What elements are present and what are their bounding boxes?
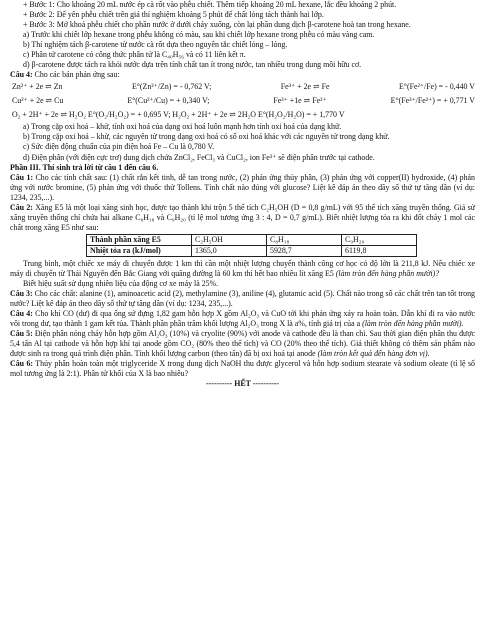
table-cell: 5928,7 bbox=[267, 245, 342, 256]
part3-question-5 bbox=[10, 329, 475, 359]
potential-fe: E°(Fe²⁺/Fe) = - 0,440 V bbox=[398, 82, 475, 92]
question-4-heading: Câu 4: Cho các bán phản ứng sau: bbox=[10, 70, 120, 80]
question-label: Câu 1: bbox=[10, 172, 34, 182]
half-reaction-row-1 bbox=[10, 80, 475, 94]
part3-question-3: Câu 3: Cho các chất: alanine (1), aminoacetic acid (2), methylamine (3), aniline (4), glutamic acid (5). Chất nào trong số các chất trên tan tốt trong nước? Liệt kê đáp án theo dãy số thứ tự tăng dần (ví dụ: 1234, 235,...). bbox=[10, 289, 475, 309]
potential-cu: E°(Cu²⁺/Cu) = + 0,340 V; bbox=[127, 96, 210, 106]
statement-3c: c) Phân tử carotene có công thức phân tử là C₄₀H₅₆ và có 11 liên kết π. bbox=[23, 50, 246, 60]
efficiency-note: Biết hiệu suất sử dụng nhiên liệu của động cơ xe máy là 25%. bbox=[23, 278, 219, 288]
question-label: Câu 2: bbox=[10, 202, 33, 212]
statement-3b: b) Thí nghiệm tách β-carotene từ nước cà rốt dựa theo nguyên tắc chiết lỏng – lỏng. bbox=[23, 40, 288, 50]
step-1: + Bước 1: Cho khoảng 20 mL nước ép cà rốt vào phễu chiết. Thêm tiếp khoảng 20 mL hexane, lắc đều khoảng 2 phút. bbox=[23, 0, 397, 9]
step-3: + Bước 3: Mở khoá phễu chiết cho phần nước ở dưới chảy xuống, còn lại phần dung dịch β-carotene hoà tan trong hexane. bbox=[23, 20, 411, 30]
question-label: Câu 4: bbox=[10, 70, 33, 80]
table-header-cell: C₂H₅OH bbox=[192, 234, 267, 245]
half-reaction-row-2 bbox=[10, 94, 475, 108]
question-2-text: Trung bình, một chiếc xe máy di chuyển được 1 km thì cần một nhiệt lượng chuyển thành công cơ học có độ lớn là 211,8 kJ. Nếu chiếc xe máy di chuyển từ Thái Nguyên đến Bắc Giang với quãng đường là 60 km thì hết bao nhiêu lít xăng E5 bbox=[10, 258, 475, 278]
part3-question-2: Câu 2: Xăng E5 là một loại xăng sinh học, được tạo thành khi trộn 5 thể tích C₂H₅OH (D = 0,8 g/mL) với 95 thể tích xăng truyền thống. Giả sử xăng truyền thống chỉ chứa hai alkane C₈H₁₈ và C₉H₂₀ (tỉ lệ mol tương ứng 3 : 4, D = 0,7 g/mL). Biết nhiệt lượng tỏa ra khi đốt cháy 1 mol các chất trong xăng E5 như sau: bbox=[10, 202, 475, 232]
question-label: Câu 5: bbox=[10, 329, 33, 339]
half-reaction-fe: Fe³⁺ + 2e ⇌ Fe bbox=[280, 82, 330, 92]
question-label: Câu 3: bbox=[10, 289, 33, 299]
table-row-label: Nhiệt tỏa ra (kJ/mol) bbox=[87, 245, 192, 256]
statement-4a: a) Trong cặp oxi hoá – khử, tính oxi hoá của dạng oxi hoá luôn mạnh hơn tính oxi hoá của dạng khử. bbox=[23, 122, 342, 132]
statement-3a: a) Trước khi chiết lớp hexane trong phễu không có màu, sau khi chiết lớp hexane trong phễu có màu vàng cam. bbox=[23, 30, 375, 40]
part3-question-6: Câu 6: Thủy phân hoàn toàn một triglyceride X trong dung dịch NaOH thu được glycerol và hỗn hợp sodium stearate và sodium oleate (tỉ lệ số mol tương ứng là 2:1). Phân tử khối của X là bao nhiêu? bbox=[10, 359, 475, 379]
half-reaction-h2o2: O₂ + 2H⁺ + 2e ⇌ H₂O₂ E°(O₂/H₂O₂) = + 0,695 V; H₂O₂ + 2H⁺ + 2e ⇌ 2H₂O E°(H₂O₂/H₂O) = + 1,770 V bbox=[12, 110, 345, 120]
question-5-text: Câu 5: Điện phân nóng chảy hỗn hợp gồm Al₂O₃ (10%) và cryolite (90%) với anode và cathode đều là than chì. Sau thời gian điện phân thu được 5,4 tấn Al tại cathode và hỗn hợp khí tại anode gồm CO₂ (80% theo thể tích) và CO (20% theo thể tích). Giả thiết không có thêm sản phẩm nào được sinh ra trong quá trình điện phân. Tính khối lượng carbon (theo tấn) đã bị oxi hoá tại anode bbox=[10, 329, 476, 359]
statement-4c: c) Sức điện động chuẩn của pin điện hoá Fe – Cu là 0,780 V. bbox=[23, 142, 215, 152]
statement-4d: d) Điện phân (với điện cực trơ) dung dịch chứa ZnCl₂, FeCl₃ và CuCl₂, ion Fe³⁺ sẽ điện phân trước tại cathode. bbox=[23, 152, 375, 162]
question-label: Câu 6: bbox=[10, 359, 34, 369]
step-2: + Bước 2: Để yên phễu chiết trên giá thí nghiệm khoảng 5 phút để chất lỏng tách thành hai lớp. bbox=[23, 10, 324, 20]
statement-4b: b) Trong cặp oxi hoá – khử, các nguyên tử trong dạng oxi hoá có số oxi hoá khác với các nguyên tử trong dạng khử. bbox=[23, 132, 390, 142]
question-2-paragraph bbox=[10, 259, 475, 279]
half-reaction-row-3 bbox=[10, 108, 475, 122]
table-cell: 1365,0 bbox=[192, 245, 267, 256]
half-reaction-cu: Cu²⁺ + 2e ⇌ Cu bbox=[12, 96, 64, 106]
question-label: Câu 4: bbox=[10, 309, 33, 319]
table-header-cell: C₉H₂₀ bbox=[342, 234, 417, 245]
end-marker: ---------- HẾT ---------- bbox=[205, 379, 280, 389]
potential-fe3-fe2: E°(Fe³⁺/Fe²⁺) = + 0,771 V bbox=[390, 96, 475, 106]
table-header-cell: C₈H₁₈ bbox=[267, 234, 342, 245]
half-reaction-zn: Zn²⁺ + 2e ⇌ Zn bbox=[12, 82, 63, 92]
table-row bbox=[87, 245, 417, 256]
statement-3d: d) β-carotene được tách ra khỏi nước dựa trên tính chất tan ít trong nước, tan nhiều trong dung môi hữu cơ. bbox=[23, 60, 362, 70]
heat-release-table bbox=[86, 234, 417, 257]
half-reaction-fe3-fe2: Fe³⁺ +1e ⇌ Fe²⁺ bbox=[273, 96, 327, 106]
potential-zn: E°(Zn²⁺/Zn) = - 0,762 V; bbox=[131, 82, 212, 92]
part3-question-1: Câu 1: Cho các tính chất sau: (1) chất rắn kết tinh, dễ tan trong nước, (2) phản ứng thủy phân, (3) phản ứng với copper(II) hydroxide, (4) phản ứng với nước bromine, (5) phản ứng với thuốc thử Tollens. Tính chất nào đúng với glucose? Liệt kê đáp án theo dãy số thứ tự tăng dần (ví dụ: 1234, 235,...). bbox=[10, 172, 476, 202]
table-header-row bbox=[87, 234, 417, 245]
rounding-note: (làm tròn kết quả đến hàng đơn vị). bbox=[317, 349, 430, 359]
table-header-cell: Thành phần xăng E5 bbox=[87, 234, 192, 245]
question-4-text: Câu 4: Cho khí CO (dư) đi qua ống sứ đựng 1,82 gam hỗn hợp X gồm Al₂O₃ và CuO tới khi phản ứng xảy ra hoàn toàn. Dẫn khí đi ra vào nước vôi trong dư, tạo thành 1 gam kết tủa. Thành phần phần trăm khối lượng Al₂O₃ trong X là a%, tính giá trị của a bbox=[10, 309, 476, 329]
rounding-note: (làm tròn đến hàng phần mười)? bbox=[335, 268, 440, 278]
rounding-note: (làm tròn đến hàng phần mười). bbox=[362, 319, 464, 329]
table-cell: 6119,8 bbox=[342, 245, 417, 256]
part3-question-4 bbox=[10, 309, 475, 329]
part-3-heading: Phần III. Thí sinh trả lời từ câu 1 đến câu 6. bbox=[10, 162, 159, 172]
